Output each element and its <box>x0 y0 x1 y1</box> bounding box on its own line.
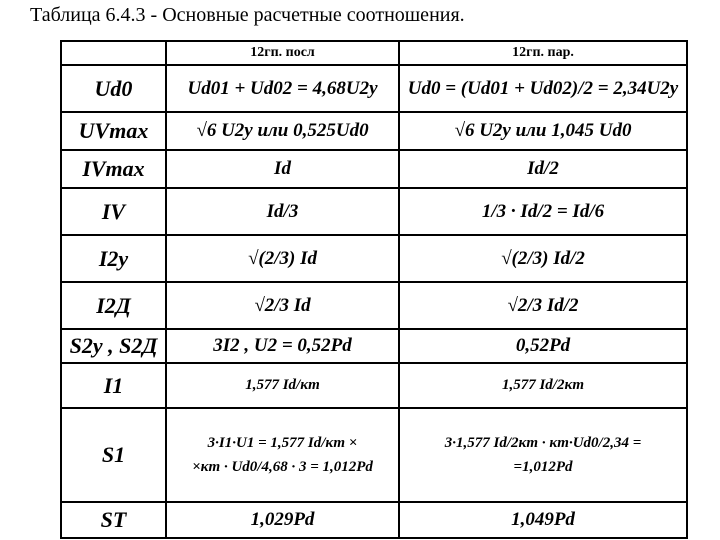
row-symbol: Ud0 <box>61 65 166 112</box>
table-row <box>61 363 687 408</box>
table-header-row <box>61 41 687 65</box>
row-formula-serial: Ud01 + Ud02 = 4,68U2y <box>166 65 399 112</box>
header-col-parallel: 12гп. пар. <box>399 41 687 65</box>
row-formula-parallel: 1,049Pd <box>399 502 687 538</box>
row-formula-serial: √(2/3) Id <box>166 235 399 282</box>
table-row <box>61 282 687 329</box>
row-symbol: UVmax <box>61 112 166 150</box>
table-row <box>61 502 687 538</box>
row-symbol: IVmax <box>61 150 166 188</box>
row-formula-parallel: √2/3 Id/2 <box>399 282 687 329</box>
header-blank <box>61 41 166 65</box>
row-symbol: ST <box>61 502 166 538</box>
row-formula-parallel: Id/2 <box>399 150 687 188</box>
row-symbol: S1 <box>61 408 166 502</box>
row-symbol: I1 <box>61 363 166 408</box>
formula-line: ×κт · Ud0/4,68 · 3 = 1,012Pd <box>192 459 373 475</box>
row-formula-serial: Id/3 <box>166 188 399 235</box>
row-formula-parallel: 1,577 Id/2κт <box>399 363 687 408</box>
table-row <box>61 235 687 282</box>
row-formula-parallel: Ud0 = (Ud01 + Ud02)/2 = 2,34U2y <box>399 65 687 112</box>
row-symbol: IV <box>61 188 166 235</box>
row-formula-parallel: 1/3 · Id/2 = Id/6 <box>399 188 687 235</box>
row-symbol: S2y , S2Д <box>61 329 166 363</box>
table-row <box>61 408 687 502</box>
row-formula-serial: Id <box>166 150 399 188</box>
table-row <box>61 112 687 150</box>
row-formula-serial: √6 U2y или 0,525Ud0 <box>166 112 399 150</box>
formula-line: =1,012Pd <box>513 459 573 475</box>
row-symbol: I2y <box>61 235 166 282</box>
row-formula-parallel: √(2/3) Id/2 <box>399 235 687 282</box>
header-col-serial: 12гп. посл <box>166 41 399 65</box>
row-formula-parallel: √6 U2y или 1,045 Ud0 <box>399 112 687 150</box>
row-formula-serial: √2/3 Id <box>166 282 399 329</box>
row-symbol: I2Д <box>61 282 166 329</box>
row-formula-serial <box>166 408 399 502</box>
row-formula-parallel: 0,52Pd <box>399 329 687 363</box>
table-row <box>61 329 687 363</box>
page-title: Таблица 6.4.3 - Основные расчетные соотношения. <box>30 4 465 26</box>
formula-table <box>60 40 688 539</box>
table-row <box>61 65 687 112</box>
formula-line: 3·1,577 Id/2κт · κт·Ud0/2,34 = <box>444 435 642 451</box>
table-row <box>61 188 687 235</box>
row-formula-parallel <box>399 408 687 502</box>
row-formula-serial: 1,029Pd <box>166 502 399 538</box>
table-row <box>61 150 687 188</box>
row-formula-serial: 3I2 , U2 = 0,52Pd <box>166 329 399 363</box>
row-formula-serial: 1,577 Id/κт <box>166 363 399 408</box>
formula-line: 3·I1·U1 = 1,577 Id/κт × <box>207 435 358 451</box>
